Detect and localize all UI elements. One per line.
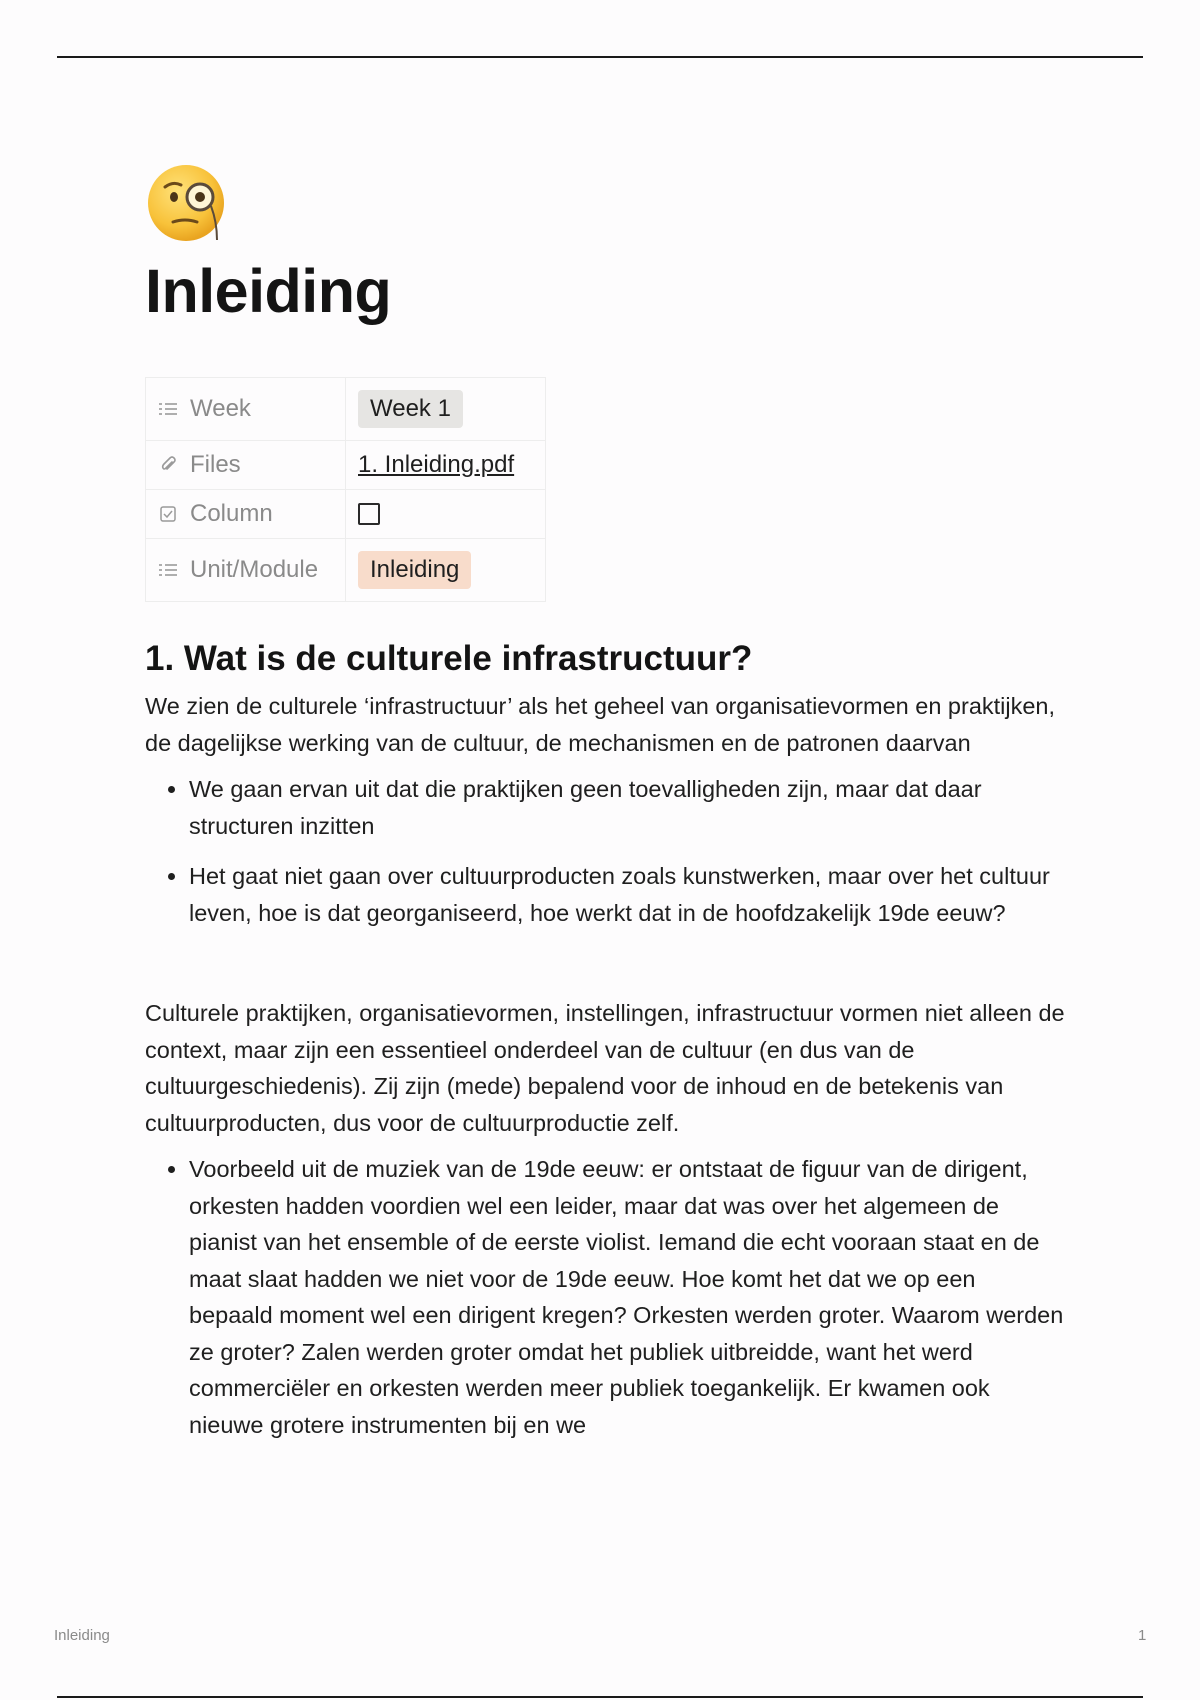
week-tag[interactable]: Week 1 xyxy=(358,390,463,428)
list-item: • Voorbeeld uit de muziek van de 19de eeuw: er ontstaat de figuur van de dirigent, orkesten hadden voordien wel een leider, maar dat was over het algemeen de pianist van het ensemble of de eerste violist. Iemand die echt vooraan staat en de maat slaat hadden we niet voor de 19de eeuw. Hoe komt het dat we op een bepaald moment wel een dirigent kregen? Orkesten werden groter. Waarom werden ze groter? Zalen werden groter omdat het publiek uitbreidde, want het werd commerciëler en orkesten werden meer publiek toegankelijk. Er kwamen ook nieuwe grotere instrumenten bij en we xyxy=(189,1151,1065,1443)
checkbox-icon xyxy=(158,504,178,524)
footer-title: Inleiding xyxy=(54,1627,110,1644)
section-heading: 1. Wat is de culturele infrastructuur? xyxy=(145,639,753,679)
paperclip-icon xyxy=(158,455,178,475)
property-key-column: Column xyxy=(190,500,273,528)
property-key-files: Files xyxy=(190,451,241,479)
page-title: Inleiding xyxy=(145,257,392,325)
page-content xyxy=(145,160,1065,1457)
top-rule xyxy=(57,56,1143,58)
list-icon xyxy=(158,560,178,580)
bullet-list-1 xyxy=(145,771,1065,931)
property-value-unit-module[interactable] xyxy=(346,539,546,602)
unit-module-tag[interactable]: Inleiding xyxy=(358,551,471,589)
page-number: 1 xyxy=(1138,1627,1147,1644)
list-item: • We gaan ervan uit dat die praktijken geen toevalligheden zijn, maar dat daar structuren inzitten xyxy=(189,771,1065,844)
list-icon xyxy=(158,399,178,419)
property-row-unit-module xyxy=(146,539,546,602)
column-checkbox[interactable] xyxy=(358,503,380,525)
properties-table xyxy=(145,377,546,602)
property-row-week xyxy=(146,378,546,441)
bullet-list-2 xyxy=(145,1151,1065,1443)
property-row-files xyxy=(146,441,546,490)
property-row-column xyxy=(146,490,546,539)
list-item: • Het gaat niet gaan over cultuurproducten zoals kunstwerken, maar over het cultuur leven, hoe is dat georganiseerd, hoe werkt dat in de hoofdzakelijk 19de eeuw? xyxy=(189,858,1065,931)
property-key-week: Week xyxy=(190,395,251,423)
property-key-unit-module: Unit/Module xyxy=(190,556,319,584)
property-value-week[interactable] xyxy=(346,378,546,441)
file-link[interactable]: 1. Inleiding.pdf xyxy=(358,451,515,479)
intro-paragraph: We zien de culturele ‘infrastructuur’ als het geheel van organisatievormen en praktijken, de dagelijkse werking van de cultuur, de mechanismen en de patronen daarvan xyxy=(145,693,1056,756)
body-paragraph: Culturele praktijken, organisatievormen, instellingen, infrastructuur vormen niet alleen de context, maar zijn een essentieel onderdeel van de cultuur (en dus van de cultuurgeschiedenis). Zij zijn (mede) bepalend voor de inhoud en de betekenis van cultuurproducten, dus voor de cultuurproductie zelf. xyxy=(145,1000,1065,1136)
face-with-monocle-icon xyxy=(145,160,231,246)
bottom-rule xyxy=(57,1696,1143,1698)
